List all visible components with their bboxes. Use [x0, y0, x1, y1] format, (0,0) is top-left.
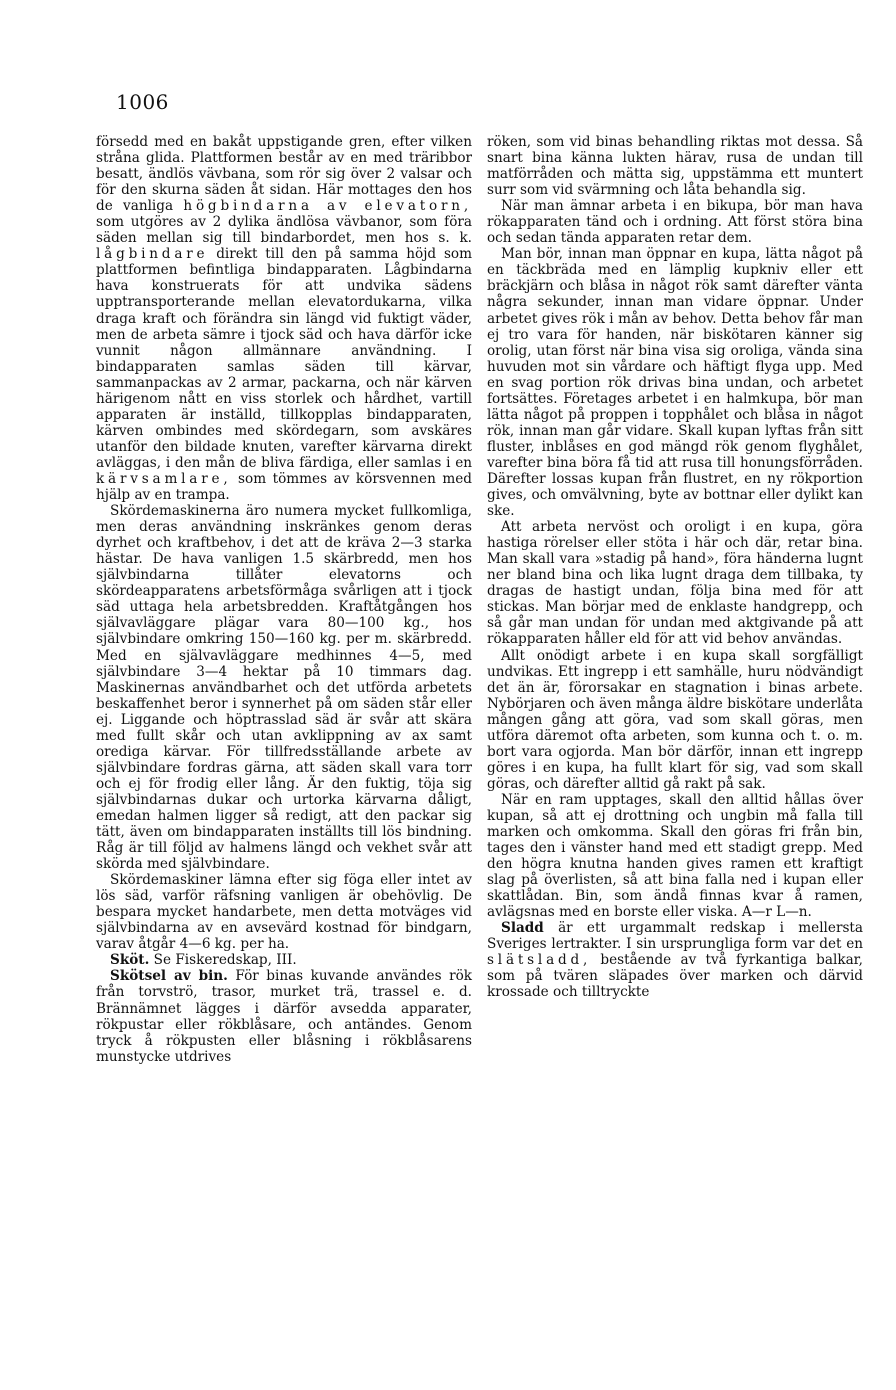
entry-headword: Skötsel av bin. — [110, 968, 228, 985]
text: För binas kuvande användes rök från torvströ, trasor, murket trä, trassel e. d. Brännämnet lägges i därför avsedda apparater, rökpustar eller rökblåsare, och antändes. Genom tryck å rökpusten eller blåsning i rökblåsarens munstycke utdrives — [96, 968, 472, 1065]
paragraph: När man ämnar arbeta i en bikupa, bör man hava rökapparaten tänd och i ordning. Att först störa bina och sedan tända apparaten retar dem. — [487, 198, 863, 247]
text: direkt till den på samma höjd som plattformen befintliga bindapparaten. Lågbindarna hava konstruerats för att undvika sädens upptransporterande mellan elevatordukarna, vilka draga kraft och förändra sin längd vid fuktigt väder, men de arbeta sämre i tjock säd och hava därför icke vunnit någon allmännare användning. I bindapparaten samlas säden till kärvar, sammanpackas av 2 armar, packarna, och när kärven härigenom nått en viss storlek och hårdhet, vartill apparaten är inställd, tillkopplas bindapparaten, kärven ombindes med skördegarn, som avskäres utanför den bildade knuten, varefter kärvarna direkt avläggas, i den mån de bliva färdiga, eller samlas i en — [96, 246, 472, 471]
text: När en ram upptages, skall den alltid hållas över kupan, så att ej drottning och ungbin må falla till marken och omkomma. Skall den göras fri från bin, tages den i vänster hand med ett stadigt grepp. Med den högra knutna handen gives ramen ett kraftigt slag på överlisten, så att bina falla ned i kupan eller skattlådan. Bin, som ändå finnas kvar å ramen, avlägsnas med en borste eller viska. — [487, 791, 863, 921]
spaced-term: lågbindare — [96, 246, 209, 263]
spaced-term: slätsladd, — [487, 952, 592, 969]
entry-headword: Sladd — [501, 920, 544, 937]
text: är ett urgammalt redskap i mellersta Sveriges lertrakter. I sin ursprungliga form var det en — [487, 920, 863, 953]
spaced-term: kärvsamlare, — [96, 470, 232, 487]
text: som tömmes av körsvennen med hjälp av en trampa. — [96, 470, 472, 504]
paragraph: röken, som vid binas behandling riktas mot dessa. Så snart bina känna lukten härav, rusa de undan till matförråden och mätta sig, uppstämma ett muntert surr som vid svärmning och låta behandla sig. — [487, 134, 863, 199]
paragraph: Skördemaskinerna äro numera mycket fullkomliga, men deras användning inskränkes genom deras dyrhet och kraftbehov, i det att de kräva 2—3 starka hästar. De hava vanligen 1.5 skärbredd, men hos självbindarna tillåter elevatorns och skördeapparatens arbetsförmåga svårligen att i tjock säd uttaga hela arbetsbredden. Kraftåtgången hos självavläggare plägar vara 80—100 kg., hos självbindare omkring 150—160 kg. per m. skärbredd. Med en självavläggare medhinnes 4—5, med självbindare 3—4 hektar på 10 timmars dag. Maskinernas användbarhet och det utförda arbetets beskaffenhet beror i synnerhet på om säden står eller ej. Liggande och höptrasslad säd är svår att skära med fullt skår och utan avklippning av ax samt orediga kärvar. För tillfredsställande arbete av självbindare fordras gärna, att säden skall vara torr och ej för frodig eller lång. Är den fuktig, töja sig självbindarnas dukar och urtorka kärvarna dåligt, emedan halmen ligger så redigt, att den packar sig tätt, även om bindapparaten inställts till lös bindning. Råg är till följd av halmens längd och vekhet svår att skörda med självbindare. — [96, 503, 472, 873]
entry-sladd — [487, 920, 863, 1000]
text: bestående av två fyrkantiga balkar, som på tvären släpades över marken och därvid krossade och tilltryckte — [487, 952, 863, 1001]
text: som utgöres av 2 dylika ändlösa vävbanor, som föra säden mellan sig till bindarbordet, men hos s. k. — [96, 214, 472, 247]
right-column — [487, 134, 863, 1001]
text: försedd med en bakåt uppstigande gren, efter vilken stråna glida. Plattformen består av en med träribbor besatt, ändlös vävbana, som rör sig över 2 valsar och för den skurna säden åt sidan. Här mottages den hos de vanliga — [96, 134, 472, 215]
entry-skot — [96, 952, 472, 968]
left-column — [96, 134, 472, 1065]
entry-skotsel-av-bin — [96, 968, 472, 1064]
paragraph: Man bör, innan man öppnar en kupa, lätta något på en täckbräda med en lämplig kupkniv eller ett bräckjärn och blåsa in något rök samt därefter vänta några sekunder, innan man vidare öppnar. Under arbetet gives rök i mån av behov. Detta behov får man ej tro vara för handen, när biskötaren känner sig orolig, utan först när bina visa sig oroliga, vända sina huvuden mot sin vårdare och häftigt flyga upp. Med en svag portion rök drivas bina undan, och arbetet fortsättes. Företages arbetet i en halmkupa, bör man lätta något på proppen i topphålet och blåsa in något rök, innan man går vidare. Skall kupan lyftas från sitt fluster, inblåses en god mängd rök genom flyghålet, varefter bina böra få tid att rusa till honungsförråden. Därefter lossas kupan från flustret, en ny rökportion gives, och omvälvning, byte av bottnar eller dylikt kan ske. — [487, 246, 863, 520]
paragraph: Allt onödigt arbete i en kupa skall sorgfälligt undvikas. Ett ingrepp i ett samhälle, huru nödvändigt det än är, förorsakar en stagnation i binas arbete. Nybörjaren och även många äldre biskötare underlåta mången gång att göra, vad som skall göras, men utföra däremot ofta arbeten, som kunna och t. o. m. bort vara ogjorda. Man bör därför, innan ett ingrepp göres i en kupa, ha fullt klart för sig, vad som skall göras, och därefter alltid gå rakt på sak. — [487, 647, 863, 792]
page-number: 1006 — [116, 90, 169, 114]
paragraph: Att arbeta nervöst och oroligt i en kupa, göra hastiga rörelser eller stöta i här och där, retar bina. Man skall vara »stadig på hand», föra händerna lugnt ner bland bina och lika lugnt draga dem tillbaka, ty dragas de hastigt undan, följa bina med för att stickas. Man börjar med de enklaste handgrepp, och så går man undan för undan med aktgivande på att rökapparaten håller eld för att vid behov användas. — [487, 519, 863, 648]
author-signature: A—r L—n. — [737, 904, 812, 921]
text: Se Fiskeredskap, III. — [149, 952, 297, 969]
paragraph: Skördemaskiner lämna efter sig föga eller intet av lös säd, varför räfsning vanligen är obehövlig. De bespara mycket handarbete, men detta motväges vid självbindarna av en avsevärd kostnad för bindgarn, varav åtgår 4—6 kg. per ha. — [96, 872, 472, 953]
paragraph — [96, 134, 472, 503]
paragraph — [487, 792, 863, 920]
spaced-term: högbindarna av elevatorn, — [183, 198, 472, 215]
entry-headword: Sköt. — [110, 952, 150, 969]
